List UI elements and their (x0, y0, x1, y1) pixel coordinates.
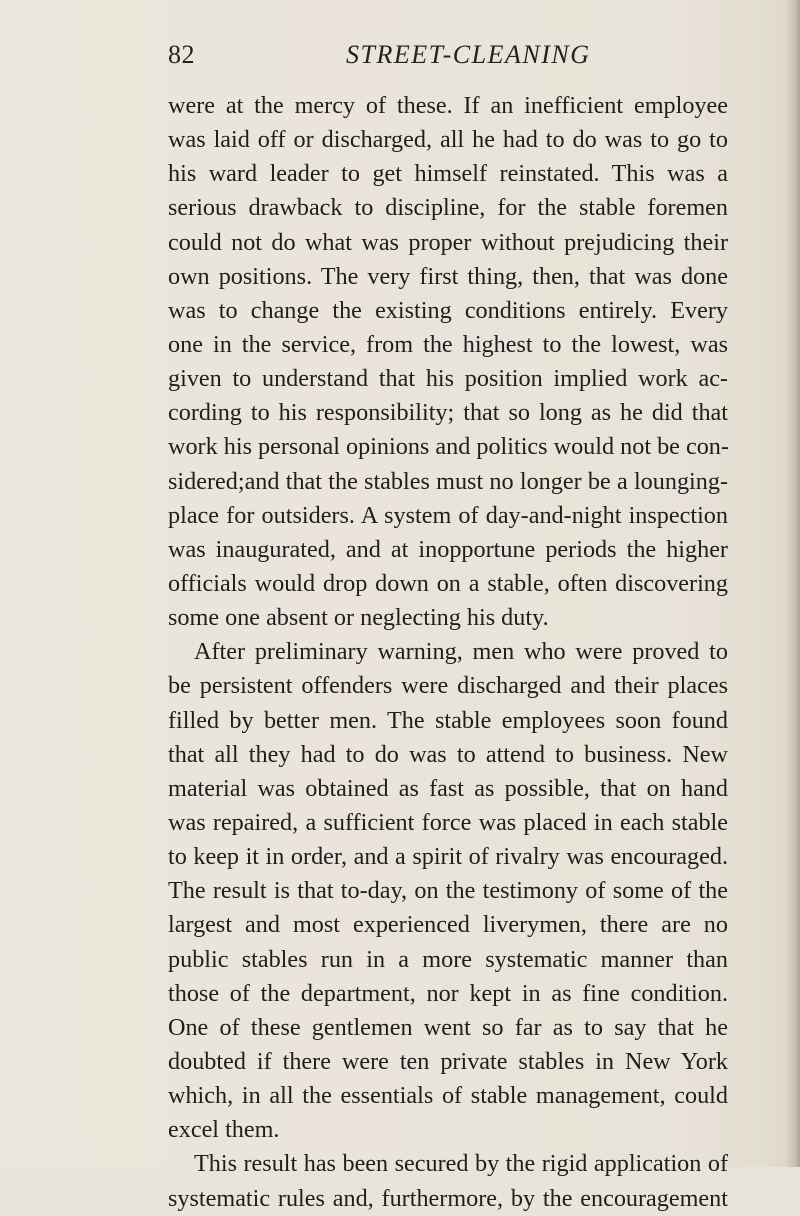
text-line: some one absent or neglecting his duty. (168, 604, 549, 632)
body-text (168, 89, 728, 1216)
text-line: was laid off or discharged, all he had to do was to go to (168, 126, 728, 154)
text-line: After preliminary warning, men who were proved to (194, 638, 728, 666)
text-line: that all they had to do was to attend to business. New (168, 740, 728, 768)
text-line: This result has been secured by the rigid application of (194, 1150, 728, 1178)
text-line: serious drawback to discipline, for the stable foremen (168, 194, 728, 222)
text-line: his ward leader to get himself reinstated. This was a (168, 160, 728, 188)
text-line: those of the department, nor kept in as fine condition. (168, 979, 728, 1007)
text-line: officials would drop down on a stable, often discovering (168, 569, 728, 597)
text-line: sidered;and that the stables must no longer be a lounging- (168, 467, 728, 495)
text-line: be persistent offenders were discharged and their places (168, 672, 728, 700)
text-line: cording to his responsibility; that so long as he did that (168, 399, 728, 427)
text-line: was inaugurated, and at inopportune periods the higher (168, 535, 728, 563)
page-number: 82 (168, 40, 195, 69)
text-line: excel them. (168, 1116, 280, 1144)
text-line: was repaired, a sufficient force was placed in each stable (168, 808, 728, 836)
text-line: could not do what was proper without prejudicing their (168, 228, 728, 256)
text-line: public stables run in a more systematic manner than (168, 945, 728, 973)
running-title: STREET-CLEANING (346, 40, 591, 69)
page-edge-shadow (786, 0, 800, 1167)
text-line: work his personal opinions and politics would not be con- (168, 433, 729, 461)
text-line: doubted if there were ten private stables in New York (168, 1047, 728, 1075)
text-line: systematic rules and, furthermore, by the encouragement (168, 1184, 728, 1212)
text-line: own positions. The very first thing, then, that was done (168, 262, 728, 290)
text-line: filled by better men. The stable employees soon found (168, 706, 728, 734)
text-line: one in the service, from the highest to the lowest, was (168, 330, 728, 358)
text-line: place for outsiders. A system of day-and-night inspection (168, 501, 728, 529)
text-line: given to understand that his position implied work ac- (168, 365, 728, 393)
text-line: were at the mercy of these. If an inefficient employee (168, 92, 728, 119)
page-header (168, 40, 728, 80)
text-line: The result is that to-day, on the testimony of some of the (168, 877, 728, 905)
text-line: largest and most experienced liverymen, there are no (168, 911, 728, 939)
text-line: material was obtained as fast as possible, that on hand (168, 774, 728, 802)
text-line: was to change the existing conditions entirely. Every (168, 296, 728, 324)
text-line: to keep it in order, and a spirit of rivalry was encouraged. (168, 843, 728, 871)
text-line: One of these gentlemen went so far as to say that he (168, 1013, 728, 1041)
text-line: which, in all the essentials of stable management, could (168, 1082, 728, 1110)
